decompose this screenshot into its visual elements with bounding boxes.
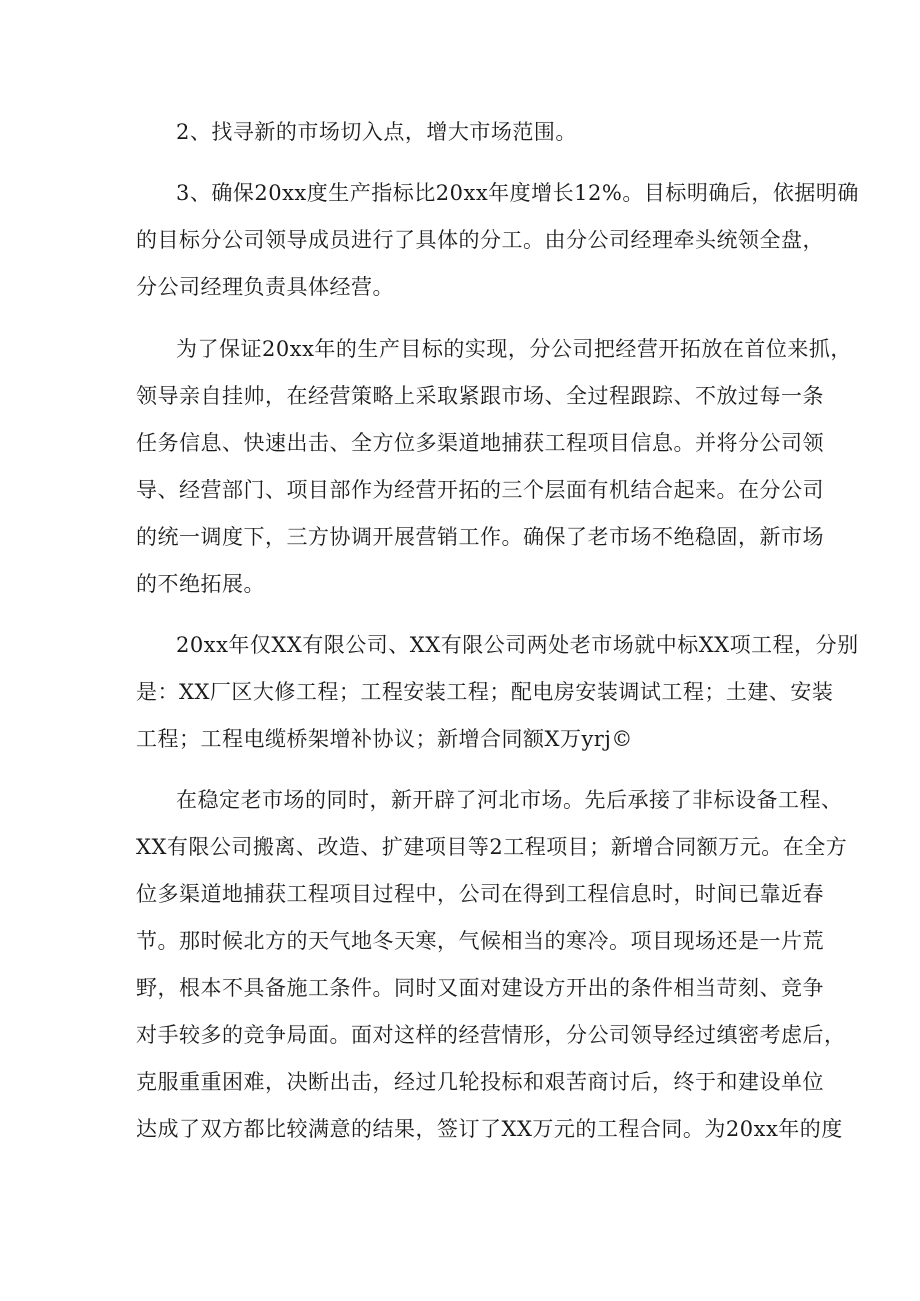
text-line: XX有限公司搬离、改造、扩建项目等2工程项目；新增合同额万元。在全方 xyxy=(136,835,848,859)
text-line: 位多渠道地捕获工程项目过程中，公司在得到工程信息时，时间已靠近春 xyxy=(136,882,824,906)
text-line: 的不绝拓展。 xyxy=(136,572,265,596)
text-line: 克服重重困难，决断出击，经过几轮投标和艰苦商讨后，终于和建设单位 xyxy=(136,1070,824,1094)
text-line: 2、找寻新的市场切入点，增大市场范围。 xyxy=(176,120,577,144)
text-line: 3、确保20xx度生产指标比20xx年度增长12%。目标明确后，依据明确 xyxy=(176,181,859,205)
text-line: 的目标分公司领导成员进行了具体的分工。由分公司经理牵头统领全盘， xyxy=(136,228,824,252)
text-line: 对手较多的竞争局面。面对这样的经营情形，分公司领导经过缜密考虑后， xyxy=(136,1023,846,1047)
text-line: 是：XX厂区大修工程；工程安装工程；配电房安装调试工程；土建、安装 xyxy=(136,680,834,704)
text-line: 导、经营部门、项目部作为经营开拓的三个层面有机结合起来。在分公司 xyxy=(136,478,824,502)
text-line: 野，根本不具备施工条件。同时又面对建设方开出的条件相当苛刻、竞争 xyxy=(136,976,824,1000)
text-line: 分公司经理负责具体经营。 xyxy=(136,275,394,299)
text-line: 任务信息、快速出击、全方位多渠道地捕获工程项目信息。并将分公司领 xyxy=(136,431,824,455)
text-line: 的统一调度下，三方协调开展营销工作。确保了老市场不绝稳固，新市场 xyxy=(136,525,824,549)
text-line: 20xx年仅XX有限公司、XX有限公司两处老市场就中标XX项工程，分别 xyxy=(176,633,859,657)
text-line: 在稳定老市场的同时，新开辟了河北市场。先后承接了非标设备工程、 xyxy=(176,788,843,812)
text-line: 为了保证20xx年的生产目标的实现，分公司把经营开拓放在首位来抓， xyxy=(176,337,852,361)
text-line: 节。那时候北方的天气地冬天寒，气候相当的寒冷。项目现场还是一片荒 xyxy=(136,929,824,953)
text-line: 工程；工程电缆桥架增补协议；新增合同额X万yrj© xyxy=(136,727,633,751)
text-line: 领导亲自挂帅，在经营策略上采取紧跟市场、全过程跟踪、不放过每一条 xyxy=(136,384,824,408)
text-line: 达成了双方都比较满意的结果，签订了XX万元的工程合同。为20xx年的度 xyxy=(136,1117,843,1141)
